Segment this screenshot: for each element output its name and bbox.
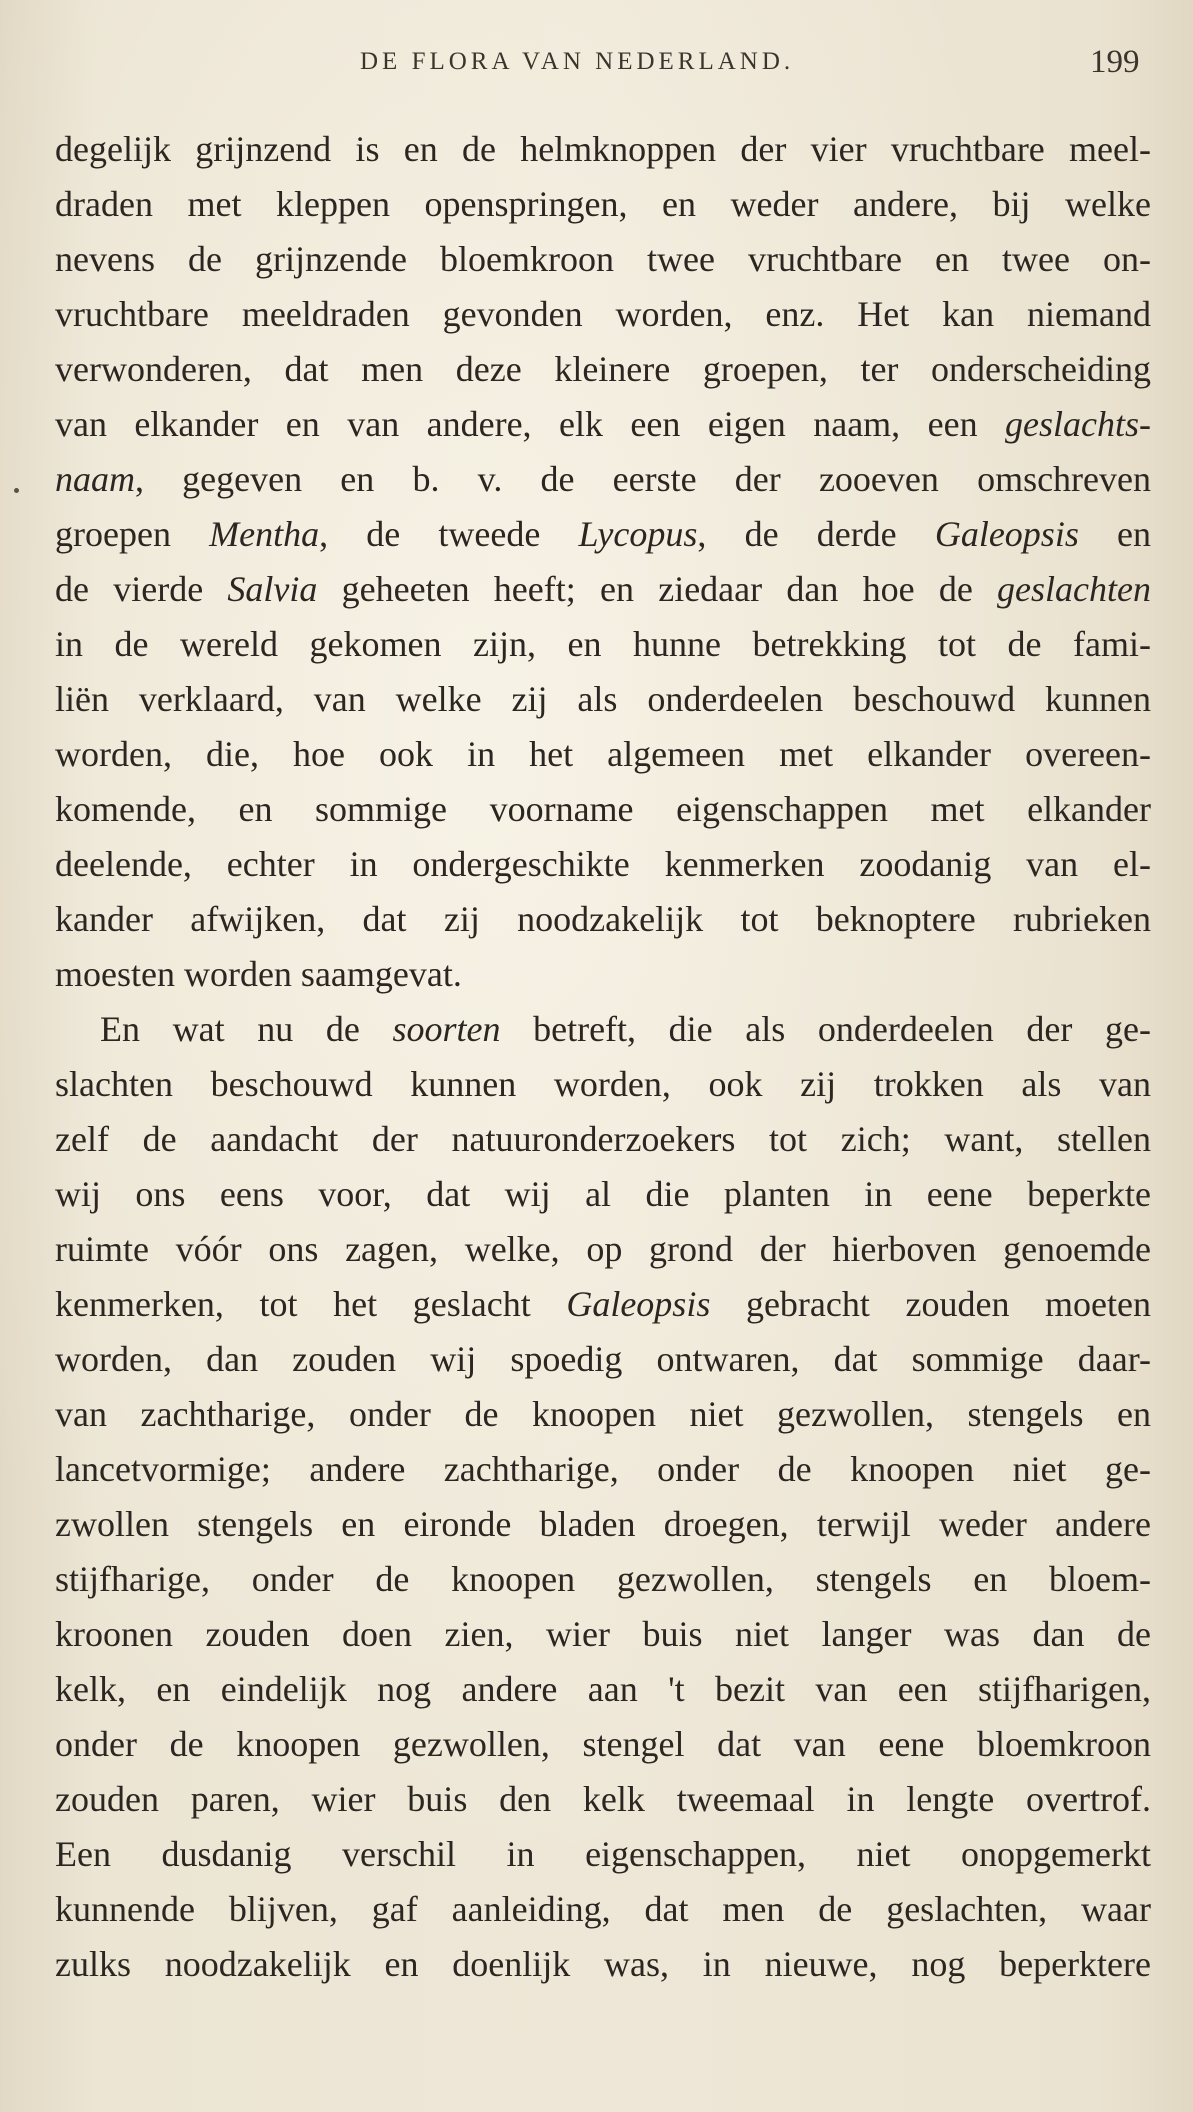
text-span: en: [1078, 514, 1151, 554]
text-line: kunnende blijven, gaf aanleiding, dat men de geslachten, waar: [55, 1889, 1151, 1929]
text-line: zelf de aandacht der natuuronderzoekers tot zich; want, stellen: [55, 1119, 1151, 1159]
text-line: zouden paren, wier buis den kelk tweemaal in lengte overtrof.: [55, 1779, 1151, 1819]
italic-term: Galeopsis: [566, 1284, 711, 1324]
text-line: Een dusdanig verschil in eigenschappen, niet onopgemerkt: [55, 1834, 1151, 1874]
text-line: worden, dan zouden wij spoedig ontwaren, dat sommige daar-: [55, 1339, 1151, 1379]
text-line: worden, die, hoe ook in het algemeen met elkander overeen-: [55, 734, 1151, 774]
text-span: , de derde: [697, 514, 935, 554]
text-line: zulks noodzakelijk en doenlijk was, in nieuwe, nog beperktere: [55, 1944, 1151, 1984]
text-span: groepen: [55, 514, 210, 554]
text-line: [55, 452, 1151, 507]
text-line: kander afwijken, dat zij noodzakelijk tot beknoptere rubrieken: [55, 899, 1151, 939]
text-line: ruimte vóór ons zagen, welke, op grond der hierboven genoemde: [55, 1229, 1151, 1269]
italic-term: Mentha: [209, 514, 320, 554]
text-span: de vierde: [55, 569, 228, 609]
text-line: kelk, en eindelijk nog andere aan 't bezit van een stijfharigen,: [55, 1669, 1151, 1709]
text-span: En wat nu de: [100, 1009, 393, 1049]
italic-term: Galeopsis: [934, 514, 1079, 554]
text-line: [55, 1277, 1151, 1332]
text-line: vruchtbare meeldraden gevonden worden, enz. Het kan niemand: [55, 294, 1151, 334]
italic-term: Lycopus: [578, 514, 698, 554]
italic-term: soorten: [392, 1009, 501, 1049]
text-line: draden met kleppen openspringen, en weder andere, bij welke: [55, 184, 1151, 224]
text-line: [100, 1002, 1151, 1057]
text-span: , gegeven en b. v. de eerste der zooeven omschreven: [135, 459, 1151, 499]
text-span: , de tweede: [319, 514, 579, 554]
text-line: stijfharige, onder de knoopen gezwollen, stengels en bloem-: [55, 1559, 1151, 1599]
text-line: [55, 562, 1151, 617]
page-number: 199: [1090, 44, 1140, 80]
margin-mark: [14, 488, 19, 493]
text-line: [55, 507, 1151, 562]
italic-term: geslachts-: [1005, 404, 1151, 444]
text-line: van zachtharige, onder de knoopen niet gezwollen, stengels en: [55, 1394, 1151, 1434]
text-line: in de wereld gekomen zijn, en hunne betrekking tot de fami-: [55, 624, 1151, 664]
italic-term: geslachten: [997, 569, 1151, 609]
text-span: van elkander en van andere, elk een eigen naam, een: [55, 404, 1006, 444]
text-line: onder de knoopen gezwollen, stengel dat van eene bloemkroon: [55, 1724, 1151, 1764]
running-head: DE FLORA VAN NEDERLAND.: [360, 48, 795, 75]
text-line: [55, 397, 1151, 452]
text-line: zwollen stengels en eironde bladen droegen, terwijl weder andere: [55, 1504, 1151, 1544]
text-line: komende, en sommige voorname eigenschappen met elkander: [55, 789, 1151, 829]
text-line: degelijk grijnzend is en de helmknoppen der vier vruchtbare meel-: [55, 129, 1151, 169]
text-line: slachten beschouwd kunnen worden, ook zij trokken als van: [55, 1064, 1151, 1104]
italic-term: Salvia: [227, 569, 318, 609]
text-line: moesten worden saamgevat.: [55, 954, 462, 994]
text-line: deelende, echter in ondergeschikte kenmerken zoodanig van el-: [55, 844, 1151, 884]
text-span: kenmerken, tot het geslacht: [55, 1284, 567, 1324]
text-span: gebracht zouden moeten: [710, 1284, 1152, 1324]
italic-term: naam: [55, 459, 135, 499]
text-span: geheeten heeft; en ziedaar dan hoe de: [317, 569, 998, 609]
text-line: verwonderen, dat men deze kleinere groepen, ter onderscheiding: [55, 349, 1151, 389]
text-line: lancetvormige; andere zachtharige, onder de knoopen niet ge-: [55, 1449, 1151, 1489]
text-line: liën verklaard, van welke zij als onderdeelen beschouwd kunnen: [55, 679, 1151, 719]
text-line: kroonen zouden doen zien, wier buis niet langer was dan de: [55, 1614, 1151, 1654]
text-line: nevens de grijnzende bloemkroon twee vruchtbare en twee on-: [55, 239, 1151, 279]
text-span: betreft, die als onderdeelen der ge-: [500, 1009, 1151, 1049]
text-line: wij ons eens voor, dat wij al die planten in eene beperkte: [55, 1174, 1151, 1214]
